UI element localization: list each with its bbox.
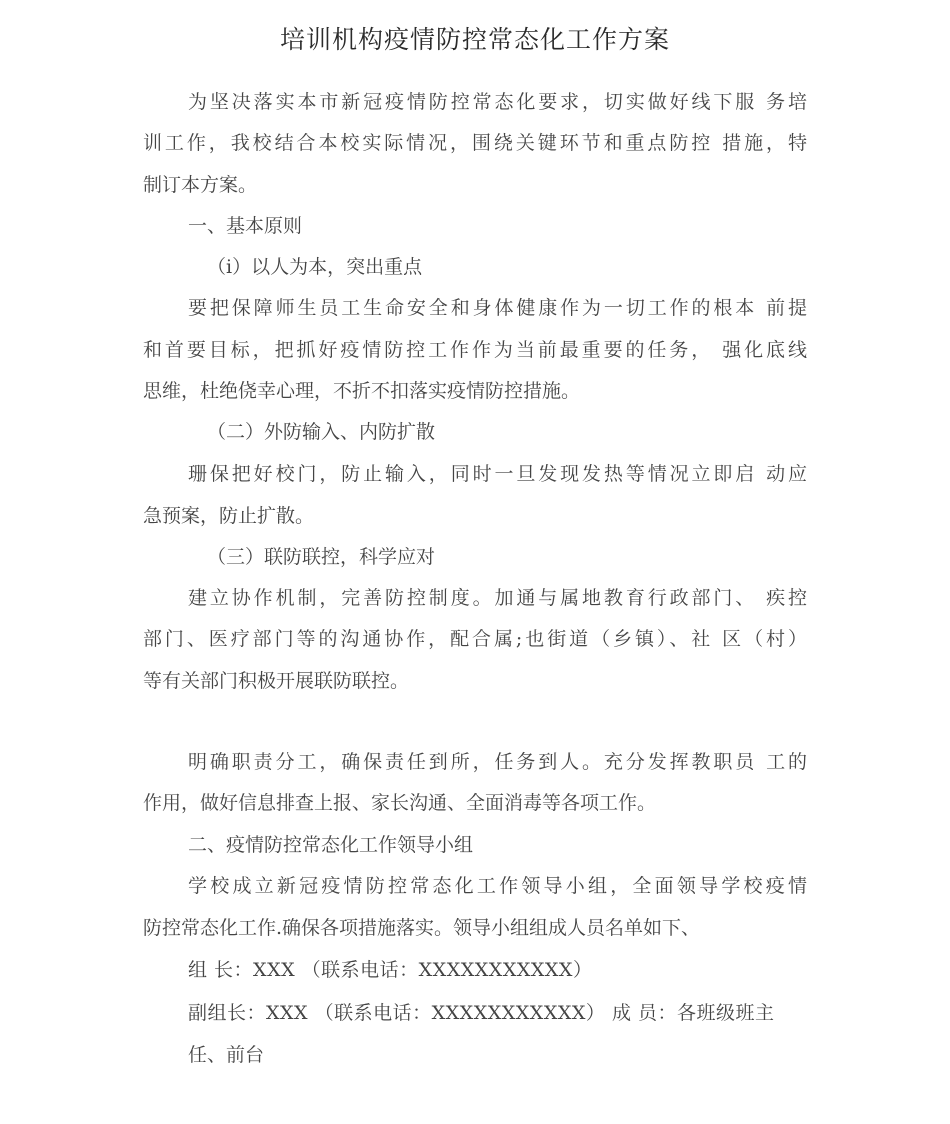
team-leader-line: 组 长：XXX （联系电话：XXXXXXXXXXX） <box>188 959 593 981</box>
paragraph-line: 学校成立新冠疫情防控常态化工作领导小组，全面领导学校疫情 <box>188 875 807 897</box>
paragraph-line: 要把保障师生员工生命安全和身体健康作为一切工作的根本 前提 <box>188 297 807 319</box>
document-title: 培训机构疫情防控常态化工作方案 <box>279 25 670 54</box>
section-heading: 二、疫情防控常态化工作领导小组 <box>188 834 474 856</box>
paragraph-line: 作用，做好信息排查上报、家长沟通、全面消毒等各项工作。 <box>143 792 657 814</box>
subsection-heading: （i）以人为本，突出重点 <box>207 256 423 278</box>
paragraph-line: 急预案，防止扩散。 <box>143 505 315 527</box>
member-line: 任、前台 <box>188 1044 265 1066</box>
paragraph-line: 建立协作机制，完善防控制度。加通与属地教育行政部门、 疾控 <box>188 587 807 609</box>
paragraph-line: 和首要目标，把抓好疫情防控工作作为当前最重要的任务， 强化底线 <box>143 339 807 361</box>
paragraph-line: 珊保把好校门，防止输入，同时一旦发现发热等情况立即启 动应 <box>188 463 807 485</box>
paragraph-line: 防控常态化工作.确保各项措施落实。领导小组组成人员名单如下、 <box>143 917 701 939</box>
paragraph-line: 等有关部门积极开展联防联控。 <box>143 670 410 692</box>
paragraph-line: 制订本方案。 <box>143 174 258 196</box>
section-heading: 一、基本原则 <box>188 215 303 237</box>
paragraph-line: 部门、医疗部门等的沟通协作，配合属;也街道（乡镇）、社 区（村） <box>143 628 807 650</box>
paragraph-line: 训工作，我校结合本校实际情况，围绕关键环节和重点防控 措施，特 <box>143 132 807 154</box>
subsection-heading: （三）联防联控，科学应对 <box>207 546 436 568</box>
paragraph-line: 明确职责分工，确保责任到所，任务到人。充分发挥教职员 工的 <box>188 751 807 773</box>
deputy-leader-line: 副组长：XXX （联系电话：XXXXXXXXXXX） 成 员：各班级班主 <box>188 1002 775 1024</box>
paragraph-line: 为坚决落实本市新冠疫情防控常态化要求，切实做好线下服 务培 <box>188 91 807 113</box>
paragraph-line: 思维，杜绝侥幸心理，不折不扣落实疫情防控措施。 <box>143 380 581 402</box>
subsection-heading: （二）外防输入、内防扩散 <box>207 421 436 443</box>
